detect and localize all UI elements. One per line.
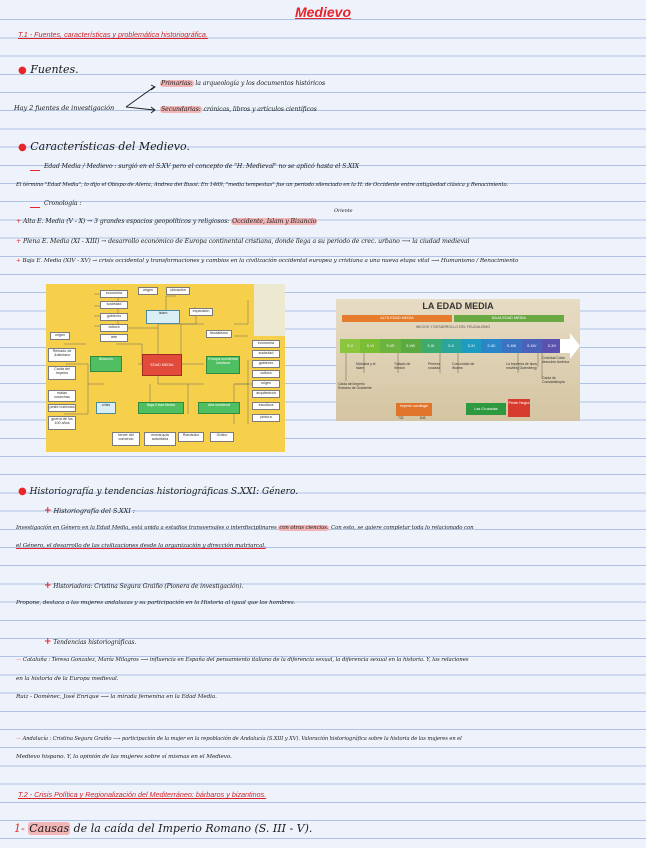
mm-node: peste bubónica (48, 404, 76, 412)
decor-corner (254, 284, 285, 336)
mindmap-figure (46, 284, 285, 452)
mm-node: cultura (100, 324, 128, 332)
event-label: Cristóbal Colón descubre América (542, 356, 570, 364)
secundarias-text: crónicas, libros y artículos científicos (203, 106, 317, 113)
mm-node: Bizancio (90, 356, 122, 372)
bullet-icon: ● (18, 65, 27, 76)
cronologia-alta (16, 218, 317, 225)
historiografia-heading-text: Historiografía y tendencias historiográficas S.XXI: Género. (29, 487, 299, 497)
causas-highlight: Causas (29, 822, 70, 835)
alta-text: Alta E. Media (V - X) → 3 grandes espacios geopolíticos y religiosos: (22, 218, 230, 225)
mm-node: origen (252, 380, 280, 388)
historiografia-p2: Propone, destaca a las mujeres andaluzas y su participación en la Historia al igual que los hombres. (16, 600, 296, 606)
mm-node: cultura (252, 370, 280, 378)
century-cell: S.VII (380, 339, 400, 353)
fuentes-secundarias (160, 106, 317, 113)
mm-node: Reinado de Justiniano (48, 348, 76, 362)
plus-icon: + (44, 581, 52, 591)
event-label: Primera cruzada (428, 362, 441, 370)
p1a-text: Investigación en Género en la Edad Media, está unida a estudios transversales o interdisciplinares (16, 525, 277, 531)
sub3-text: Tendencias historiográficas. (53, 639, 137, 646)
fuentes-left-label: Hay 2 fuentes de investigación (14, 104, 115, 112)
page-title: Medievo (294, 4, 351, 20)
causas-text: de la caída del Imperio Romano (S. III - V). (73, 822, 313, 835)
cataluna-authors: Cataluña : Teresa Gonzalez, María Milagros (22, 657, 139, 663)
caracteristicas-heading-text: Características del Medievo. (30, 140, 190, 153)
plus-icon: + (16, 238, 22, 245)
causas-prefix: 1- (14, 822, 25, 835)
century-cell: S.V (340, 339, 360, 353)
causas-heading (14, 822, 312, 835)
baja-text: Baja E. Media (XIV - XV) → crisis occidental y transformaciones y cambios en la civilización occidental europea y cristiana a una nueva etapa vital (22, 258, 430, 264)
century-cell: S.VIII (401, 339, 421, 353)
century-cell: S.VI (360, 339, 380, 353)
event-label: Concordato de Worms (452, 362, 475, 370)
fuentes-heading (18, 63, 79, 76)
ruiz-author: Ruiz - Domènec, José Enrique (16, 694, 99, 700)
andalucia-author: Andalucía : Cristina Segura Graiño (22, 736, 112, 742)
mm-node: gobierno (100, 313, 128, 321)
branch-arrow-icon (124, 80, 164, 118)
mm-node: arquitectura (252, 390, 280, 398)
caracteristicas-line1: Edad Media / Medievo : surgió en el S.XV pero el concepto de "H. Medieval" no se aplicó hasta el S.XIX (44, 163, 359, 170)
mm-center-node: EDAD MEDIA (142, 354, 182, 376)
dash-marker (30, 170, 40, 171)
primarias-label: Primarias: (161, 80, 193, 87)
tendencia-cataluna-cont: en la historia de la Europa medieval. (16, 676, 119, 682)
event-label: Caída del Imperio Romano de Occidente (338, 382, 372, 390)
mm-node: origen (50, 332, 70, 340)
century-cell: S.XV (542, 339, 562, 353)
plus-icon: + (44, 637, 52, 647)
mm-node: pintura (252, 414, 280, 422)
p1-highlight: con otras ciencias. (279, 525, 329, 531)
mm-node: feudalismo (206, 330, 232, 338)
alta-band: ALTA EDAD MEDIA (342, 315, 452, 322)
fuentes-heading-text: Fuentes. (30, 63, 79, 76)
plena-end: la ciudad medieval (412, 238, 470, 245)
imperio-band: Imperio carolingio (396, 403, 432, 416)
mm-node: crisis (96, 402, 116, 414)
mm-node: escultura (252, 402, 280, 410)
tendencia-ruiz: Ruiz - Domènec, José Enrique ⟶ la mirada femenina en la Edad Media. (16, 694, 217, 700)
century-cell: S.XIV (522, 339, 542, 353)
mm-node: ubicación (166, 287, 190, 295)
feudal-band: INICIOS Y DESARROLLO DEL FEUDALISMO (415, 325, 491, 329)
year-label: 843 (420, 416, 426, 420)
year-label: 732 (398, 416, 404, 420)
historiografia-heading (18, 486, 298, 497)
plus-icon: + (16, 258, 21, 264)
mm-node: Caída del Imperio (48, 366, 76, 380)
tendencia-andalucia-cont: Medievo hispano. Y, la opinión de las mujeres sobre sí mismas en el Medievo. (16, 754, 232, 760)
timeline-title: LA EDAD MEDIA (422, 301, 494, 311)
tendencia-andalucia: — Andalucía : Cristina Segura Graiño ⟶ participación de la mujer en la repoblación de Andalucía (S.XIII y XV). Valoración historiográfica sobre la historia de las mujeres en el (16, 736, 462, 742)
mm-node: origen (138, 287, 158, 295)
mm-node: Alta medieval (198, 402, 240, 414)
mm-node: sociedad (252, 350, 280, 358)
topic-1-heading: T.1 - Fuentes, características y problemática historiográfica. (18, 30, 208, 39)
sub1-text: Historiografía del S.XXI : (53, 507, 135, 515)
century-cell: S.XIII (502, 339, 522, 353)
tendencia-cataluna: — Cataluña : Teresa Gonzalez, María Milagros ⟶ influencia en España del pensamiento italiano de la diferencia sexual, la diferencia sexual en la historia. Y, las relaciones (16, 657, 469, 663)
event-label: Tratado de Verdún (394, 362, 411, 370)
historiografia-p1-line1 (16, 525, 474, 531)
sub2-text: Historiadora: Cristina Segura Graiño (Pionera de investigación). (53, 583, 244, 590)
andalucia-text: participación de la mujer en la repoblación de Andalucía (S.XIII y XV). Valoración historiográfica sobre la historia de las mujeres en el (121, 736, 462, 742)
ruiz-text: la mirada femenina en la Edad Media. (110, 694, 217, 700)
timeline-figure (336, 299, 580, 421)
century-cell: S.X (441, 339, 461, 353)
bullet-icon: ● (18, 142, 27, 153)
oriente-note: Oriente (334, 208, 353, 214)
caracteristicas-heading (18, 140, 190, 153)
baja-end: Humanismo / Renacimiento (440, 258, 519, 264)
topic-2-heading: T.2 - Crisis Política y Regionalización del Mediterráneo: bárbaros y bizantinos. (18, 790, 267, 799)
baja-band: BAJA EDAD MEDIA (454, 315, 564, 322)
mm-node: Románico (178, 432, 204, 442)
event-label: Caída de Constantinopla (542, 376, 565, 384)
cataluna-text: influencia en España del pensamiento italiano de la diferencia sexual, la diferencia sexual en la historia. Y, las relaciones (149, 657, 469, 663)
mm-node: expansión (189, 308, 213, 316)
historiografia-sub1 (44, 506, 135, 516)
century-cell: S.XII (481, 339, 501, 353)
alta-highlight: Occidente, Islam y Bizancio (232, 218, 317, 225)
mm-node: economía (252, 340, 280, 348)
plus-icon: + (44, 506, 52, 516)
plena-text: Plena E. Media (XI - XIII) → desarrollo económico de Europa continental cristiana, donde llega a su periodo de crec. urbano (22, 238, 400, 245)
primarias-text: la arqueología y los documentos históricos (195, 80, 326, 87)
mm-node: sociedad (100, 301, 128, 309)
mm-node: monarquía autoritaria (144, 432, 176, 446)
plus-icon: + (16, 218, 22, 225)
century-strip (340, 339, 562, 353)
peste-band: Peste Negra (508, 399, 530, 417)
dash-marker (30, 207, 40, 208)
mm-node: gobierno (252, 360, 280, 368)
mm-node: guerra de los 100 años (48, 416, 76, 430)
cruzadas-band: Las Cruzadas (466, 403, 506, 415)
cronologia-baja: + Baja E. Media (XIV - XV) → crisis occidental y transformaciones y cambios en la civilización occidental europea y cristiana a una nueva etapa vital ⟶ Humanismo / Renacimiento (16, 258, 519, 264)
historiografia-sub2 (44, 581, 243, 591)
p1b-text: Con esto, se quiere completar toda lo relacionado con (331, 525, 474, 531)
mm-node: malas cosechas (48, 390, 76, 402)
cronologia-plena: + Plena E. Media (XI - XIII) → desarrollo económico de Europa continental cristiana, donde llega a su periodo de crec. urbano ⟶ la ciudad medieval (16, 238, 470, 245)
mm-node: tercer del comercio (112, 432, 140, 446)
bullet-icon: ● (18, 486, 27, 497)
historiografia-p1-line2: el Género, el desarrollo de las civilizaciones desde la organización y dirección matriarcal. (16, 543, 266, 549)
event-label: Mahoma y el Islam (356, 362, 376, 370)
mm-node: Europa occidental cristiana (206, 356, 240, 374)
mm-node: Baja Edad Media (138, 402, 184, 414)
secundarias-label: Secundarias: (161, 106, 201, 113)
fuentes-primarias (160, 80, 325, 87)
mm-node: economía (100, 290, 128, 298)
mm-node: Gótico (210, 432, 234, 442)
cronologia-label: Cronología : (44, 200, 82, 207)
mm-node: arte (100, 334, 128, 342)
mm-node: Islam (146, 310, 180, 324)
century-cell: S.XI (461, 339, 481, 353)
event-label: La Imprenta de tipos móviles (Gutenberg) (506, 362, 537, 370)
caracteristicas-line2: El término "Edad Media", lo dijo el Obispo de Aleria, Andrea dei Bussi. En 1469, "media tempestas" fue un periodo silenciado en la H. de Occidente entre antigüedad clásica y Renacimiento. (16, 182, 509, 188)
century-cell: S.IX (421, 339, 441, 353)
historiografia-sub3 (44, 637, 136, 647)
